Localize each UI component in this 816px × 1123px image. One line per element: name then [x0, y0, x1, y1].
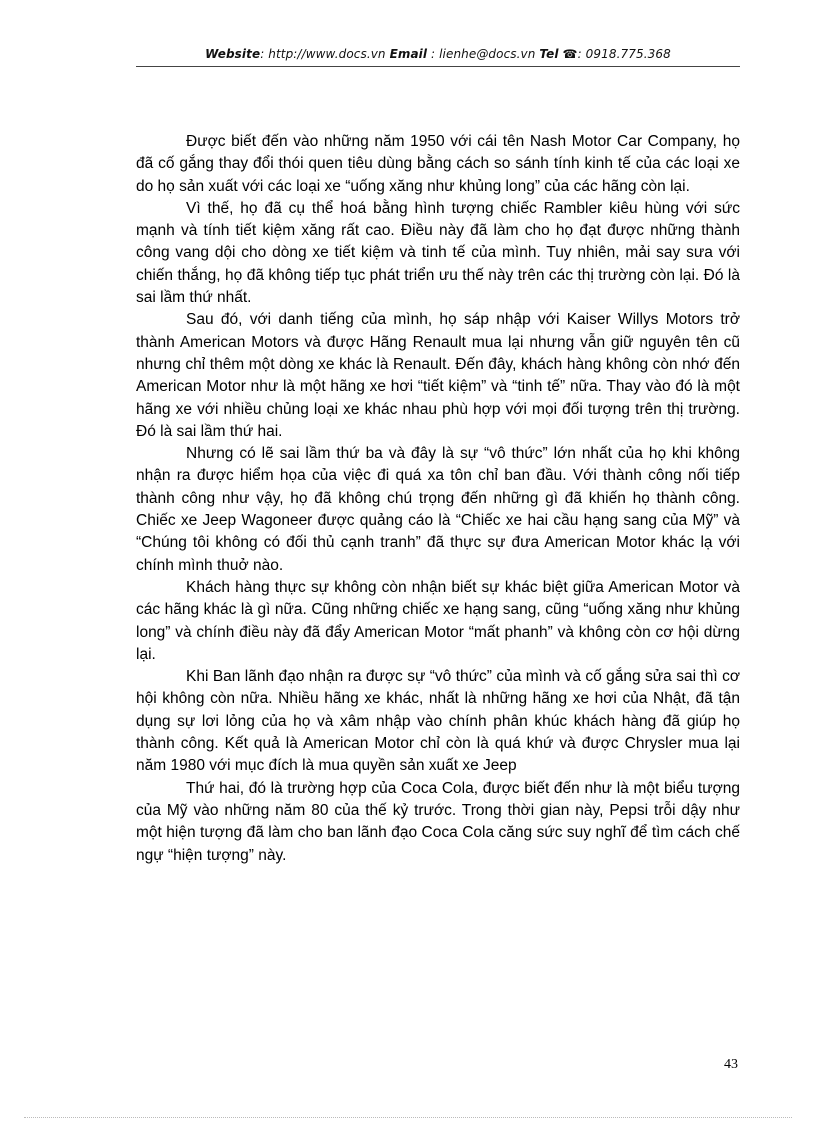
paragraph: Khi Ban lãnh đạo nhận ra được sự “vô thức” của mình và cố gắng sửa sai thì cơ hội không còn nữa. Nhiều hãng xe khác, nhất là những hãng xe hơi của Nhật, đã tận dụng sự lơi lỏng của họ và xâm nhập vào chính phân khúc khách hàng đã giúp họ thành công. Kết quả là American Motor chỉ còn là quá khứ và được Chrysler mua lại năm 1980 với mục đích là mua quyền sản xuất xe Jeep [136, 668, 740, 775]
paragraph: Vì thế, họ đã cụ thể hoá bằng hình tượng chiếc Rambler kiêu hùng với sức mạnh và tính tiết kiệm xăng rất cao. Điều này đã làm cho họ đạt được những thành công vang dội cho dòng xe tiết kiệm và tinh tế của mình. Tuy nhiên, mải say sưa với chiến thắng, họ đã không tiếp tục phát triển ưu thế này trên các thị trường còn lại. Đó là sai lầm thứ nhất. [136, 199, 740, 307]
paragraph: Nhưng có lẽ sai lầm thứ ba và đây là sự “vô thức” lớn nhất của họ khi không nhận ra được hiểm họa của việc đi quá xa tôn chỉ ban đầu. Với thành công nối tiếp thành công như vậy, họ đã không chú trọng đến những gì đã khiến họ thành công. Chiếc xe Jeep Wagoneer được quảng cáo là “Chiếc xe hai cầu hạng sang của Mỹ” và “Chúng tôi không có đối thủ cạnh tranh” đã thực sự đưa American Motor khác lạ với chính mình thuở nào. [136, 445, 740, 574]
website-label: Website [205, 47, 261, 61]
document-body [136, 131, 740, 867]
email-value: : lienhe@docs.vn [431, 47, 536, 61]
paragraph: Khách hàng thực sự không còn nhận biết sự khác biệt giữa American Motor và các hãng khác là gì nữa. Cũng những chiếc xe hạng sang, cũng “uống xăng như khủng long” và chính điều này đã đẩy American Motor “mất phanh” và không còn cơ hội dừng lại. [136, 578, 740, 663]
tel-label: Tel [539, 47, 559, 61]
email-label: Email [389, 47, 428, 61]
phone-icon: ☎ [562, 47, 578, 61]
header-divider [136, 66, 740, 67]
paragraph: Thứ hai, đó là trường hợp của Coca Cola, được biết đến như là một biểu tượng của Mỹ vào những năm 80 của thế kỷ trước. Trong thời gian này, Pepsi trỗi dậy như một hiện tượng đã làm cho ban lãnh đạo Coca Cola căng sức suy nghĩ để tìm cách chế ngự “hiện tượng” này. [136, 779, 740, 864]
page-header [136, 47, 740, 61]
page-bottom-border [24, 1117, 792, 1118]
tel-value: : 0918.775.368 [577, 47, 671, 61]
website-value: : http://www.docs.vn [260, 47, 386, 61]
paragraph: Sau đó, với danh tiếng của mình, họ sáp nhập với Kaiser Willys Motors trở thành American Motors và được Hãng Renault mua lại nhưng vẫn giữ nguyên tên cũ nhưng chỉ thêm một dòng xe khác là Renault. Đến đây, khách hàng không còn nhớ đến American Motor như là một hãng xe hơi “tiết kiệm” và “tinh tế” nữa. Thay vào đó là một hãng xe với nhiều chủng loại xe khác nhau phù hợp với mọi đối tượng trên thị trường. Đó là sai lầm thứ hai. [136, 311, 740, 440]
paragraph: Được biết đến vào những năm 1950 với cái tên Nash Motor Car Company, họ đã cố gắng thay đổi thói quen tiêu dùng bằng cách so sánh tính kinh tế của các loại xe do họ sản xuất với các loại xe “uống xăng như khủng long” của các hãng còn lại. [136, 133, 740, 195]
page-number: 43 [724, 1057, 738, 1072]
